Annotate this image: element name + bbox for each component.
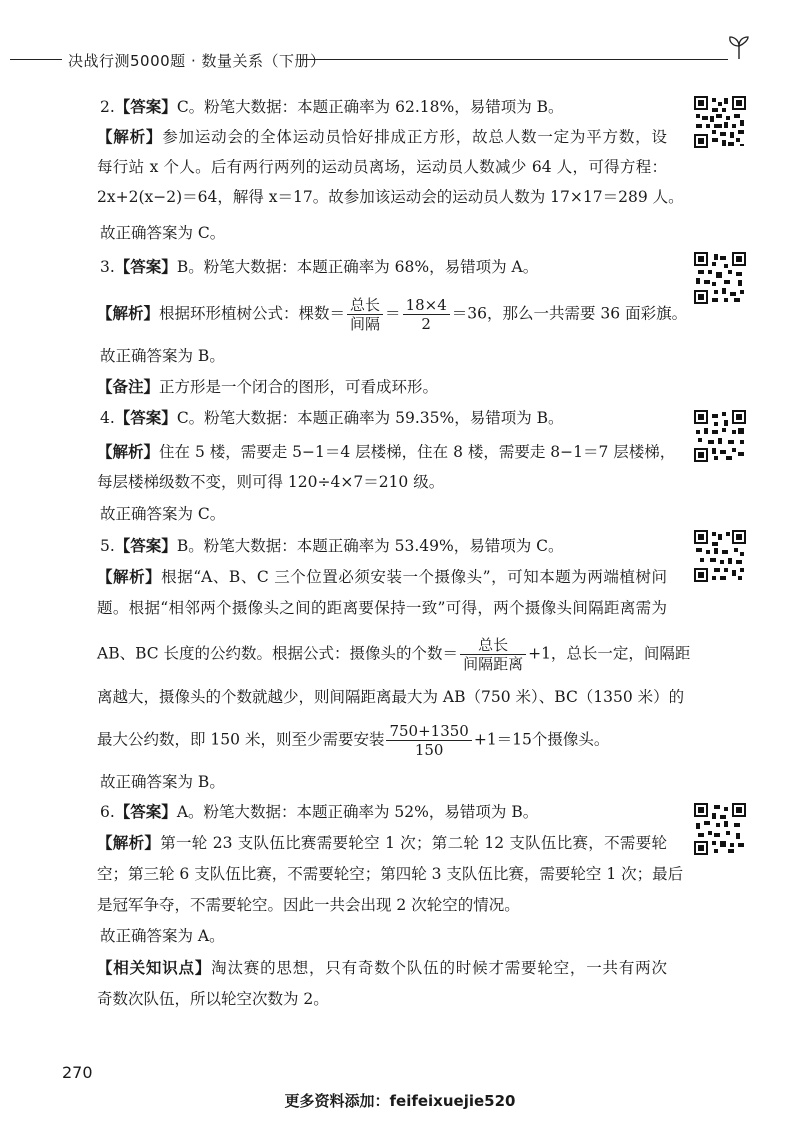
q3-note (97, 376, 438, 398)
fraction-denominator: 2 (421, 315, 431, 333)
q3-conclusion (100, 345, 225, 367)
analysis-tag: 【解析】 (97, 128, 163, 146)
conclusion-text: 故正确答案为 B。 (100, 347, 225, 365)
analysis-text: ＝36，那么一共需要 36 面彩旗。 (451, 304, 688, 323)
qr-code-icon[interactable] (694, 96, 746, 148)
answer-text: B。粉笔大数据：本题正确率为 53.49%，易错项为 C。 (176, 537, 564, 555)
answer-tag: 【答案】 (114, 98, 177, 116)
q5-conclusion (100, 771, 225, 793)
analysis-text: 每行站 x 个人。后有两行两列的运动员离场，运动员人数减少 64 人，可得方程： (97, 158, 667, 176)
analysis-text: 2x+2(x−2)＝64，解得 x＝17。故参加该运动会的运动员人数为 17×17＝289 人。 (97, 188, 684, 206)
note-text: 正方形是一个闭合的图形，可看成环形。 (159, 378, 439, 396)
qr-code-icon[interactable] (694, 252, 746, 304)
answer-text: C。粉笔大数据：本题正确率为 59.35%，易错项为 B。 (176, 409, 564, 427)
q5-analysis-line-2 (97, 597, 667, 619)
analysis-tag: 【解析】 (97, 304, 160, 323)
answer-tag: 【答案】 (114, 409, 177, 427)
conclusion-text: 故正确答案为 C。 (100, 224, 226, 242)
conclusion-text: 故正确答案为 B。 (100, 773, 225, 791)
answer-tag: 【答案】 (114, 537, 177, 555)
analysis-tag: 【解析】 (97, 568, 162, 586)
question-number: 2. (100, 98, 115, 116)
fraction-total-over-spacing (460, 636, 526, 673)
fraction-numerator: 18×4 (403, 296, 450, 315)
knowledge-tag: 【相关知识点】 (97, 959, 212, 977)
header-rule-right (300, 59, 728, 60)
analysis-text: 参加运动会的全体运动员恰好排成正方形，故总人数一定为平方数，设 (162, 128, 667, 146)
q5-answer-line (100, 535, 564, 557)
analysis-text: 第一轮 23 支队伍比赛需要轮空 1 次；第二轮 12 支队伍比赛，不需要轮 (160, 834, 667, 852)
q5-analysis-line-1 (97, 566, 667, 588)
q5-analysis-line-5 (97, 722, 609, 759)
fraction-numerator: 总长 (460, 636, 526, 655)
question-number: 4. (100, 409, 115, 427)
q2-conclusion (100, 222, 225, 244)
analysis-tag: 【解析】 (97, 834, 161, 852)
q3-answer-line (100, 256, 538, 278)
analysis-text: +1＝15个摄像头。 (473, 730, 610, 749)
fraction-total-over-interval (347, 296, 383, 333)
q2-answer-line (100, 96, 564, 118)
page-number: 270 (62, 1063, 93, 1082)
qr-code-icon[interactable] (694, 530, 746, 582)
q5-analysis-line-4 (97, 686, 685, 708)
fraction-denominator: 间隔距离 (463, 655, 524, 673)
answer-tag: 【答案】 (114, 803, 177, 821)
analysis-tag: 【解析】 (97, 443, 160, 461)
analysis-text: 空；第三轮 6 支队伍比赛，不需要轮空；第四轮 3 支队伍比赛，需要轮空 1 次；最后 (97, 865, 684, 883)
fraction-denominator: 150 (414, 741, 444, 759)
note-tag: 【备注】 (97, 378, 160, 396)
analysis-text: 最大公约数，即 150 米，则至少需要安装 (97, 730, 385, 749)
header-rule-left (10, 59, 62, 60)
running-header (0, 46, 800, 74)
q4-conclusion (100, 503, 225, 525)
q3-analysis-line-1 (97, 296, 687, 333)
q6-conclusion (100, 925, 225, 947)
q6-knowledge-line-1 (97, 957, 667, 979)
fraction-calc (403, 296, 450, 333)
analysis-text: 题。根据“相邻两个摄像头之间的距离要保持一致”可得，两个摄像头间隔距离需为 (97, 599, 667, 617)
knowledge-text: 奇数次队伍，所以轮空次数为 2。 (97, 990, 329, 1008)
answer-text: C。粉笔大数据：本题正确率为 62.18%，易错项为 B。 (176, 98, 564, 116)
conclusion-text: 故正确答案为 C。 (100, 505, 226, 523)
analysis-text: 是冠军争夺，不需要轮空。因此一共会出现 2 次轮空的情况。 (97, 896, 520, 914)
q6-analysis-line-1 (97, 832, 667, 854)
analysis-text: 根据“A、B、C 三个位置必须安装一个摄像头”，可知本题为两端植树问 (161, 568, 667, 586)
q4-analysis-line-1 (97, 441, 676, 463)
q6-analysis-line-3 (97, 894, 520, 916)
analysis-text: 离越大，摄像头的个数就越少，则间隔距离最大为 AB（750 米）、BC（1350 米）的 (97, 688, 685, 706)
footer-watermark-text: 更多资料添加：feifeixuejie520 (284, 1092, 516, 1110)
knowledge-text: 淘汰赛的思想，只有奇数个队伍的时候才需要轮空，一共有两次 (211, 959, 667, 977)
analysis-text: 住在 5 楼，需要走 5−1＝4 层楼梯，住在 8 楼，需要走 8−1＝7 层楼梯， (159, 443, 676, 461)
qr-code-icon[interactable] (694, 803, 746, 855)
q2-analysis-line-3 (97, 186, 684, 208)
q6-answer-line (100, 801, 538, 823)
question-number: 6. (100, 803, 115, 821)
sprout-icon (726, 34, 752, 60)
answer-tag: 【答案】 (114, 258, 177, 276)
q4-analysis-line-2 (97, 471, 444, 493)
analysis-text: +1，总长一定，间隔距 (528, 644, 691, 663)
answer-text: B。粉笔大数据：本题正确率为 68%，易错项为 A。 (176, 258, 539, 276)
fraction-numerator: 总长 (347, 296, 383, 315)
question-number: 3. (100, 258, 115, 276)
question-number: 5. (100, 537, 115, 555)
equals-sign: ＝ (385, 304, 401, 323)
answer-text: A。粉笔大数据：本题正确率为 52%，易错项为 B。 (176, 803, 539, 821)
analysis-text: 根据环形植树公式：棵数＝ (159, 304, 346, 323)
analysis-text: 每层楼梯级数不变，则可得 120÷4×7＝210 级。 (97, 473, 445, 491)
q6-knowledge-line-2 (97, 988, 329, 1010)
fraction-numerator: 750+1350 (386, 722, 471, 741)
conclusion-text: 故正确答案为 A。 (100, 927, 225, 945)
fraction-camera-calc (386, 722, 471, 759)
q2-analysis-line-1 (97, 126, 667, 148)
q6-analysis-line-2 (97, 863, 684, 885)
qr-code-icon[interactable] (694, 410, 746, 462)
q4-answer-line (100, 407, 564, 429)
q2-analysis-line-2 (97, 156, 667, 178)
q5-analysis-line-3 (97, 636, 690, 673)
analysis-text: AB、BC 长度的公约数。根据公式：摄像头的个数＝ (97, 644, 459, 663)
book-title: 决战行测5000题 · 数量关系（下册） (68, 52, 326, 70)
fraction-denominator: 间隔 (350, 315, 381, 333)
